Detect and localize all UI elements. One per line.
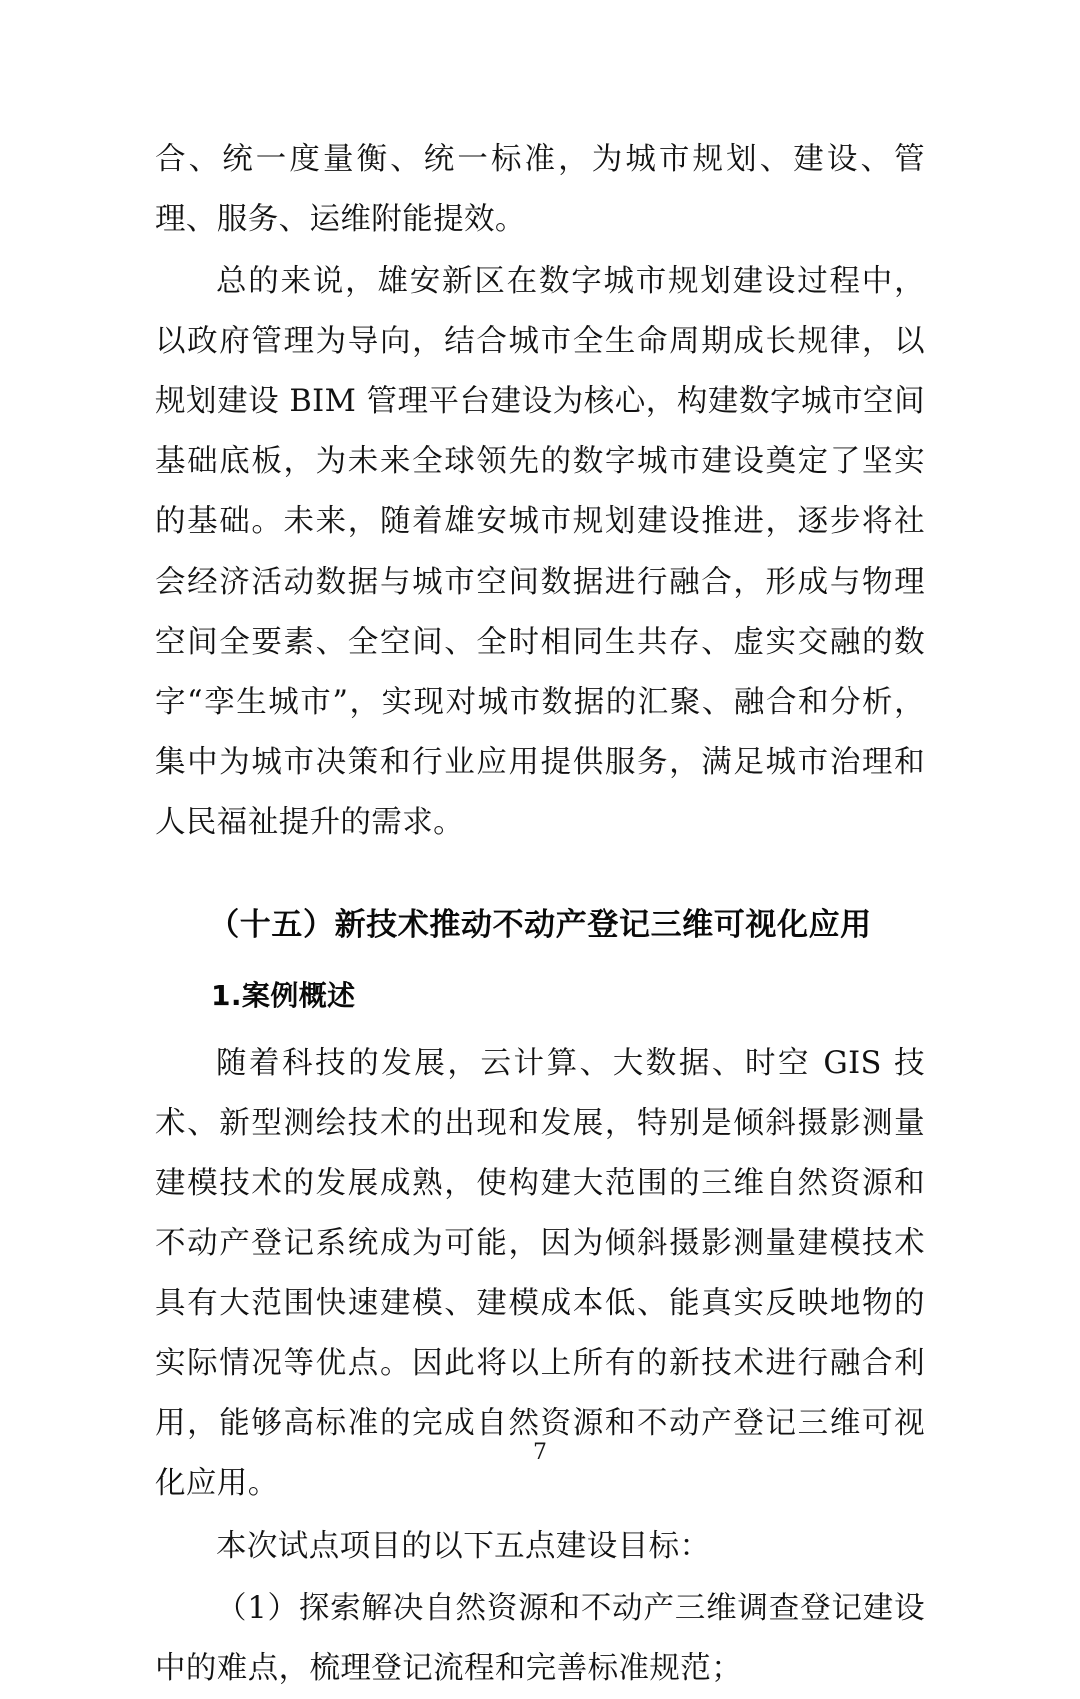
paragraph-goal-1: （1）探索解决自然资源和不动产三维调查登记建设中的难点，梳理登记流程和完善标准规范； xyxy=(155,1590,925,1686)
sub-heading-case-overview: 1.案例概述 xyxy=(211,978,356,1012)
paragraph-goals-intro: 本次试点项目的以下五点建设目标： xyxy=(216,1528,711,1564)
paragraph-summary: 总的来说，雄安新区在数字城市规划建设过程中，以政府管理为导向，结合城市全生命周期成长规律，以规划建设 BIM 管理平台建设为核心，构建数字城市空间基础底板，为未来全球领先的数字城市建设奠定了坚实的基础。未来，随着雄安城市规划建设推进，逐步将社会经济活动数据与城市空间数据进行融合，形成与物理空间全要素、全空间、全时相同生共存、虚实交融的数字“孪生城市”，实现对城市数据的汇聚、融合和分析，集中为城市决策和行业应用提供服务，满足城市治理和人民福祉提升的需求。 xyxy=(155,264,925,840)
page-number: 7 xyxy=(533,1440,547,1465)
paragraph-continued: 合、统一度量衡、统一标准，为城市规划、建设、管理、服务、运维附能提效。 xyxy=(155,142,925,238)
paragraph-overview: 随着科技的发展，云计算、大数据、时空 GIS 技术、新型测绘技术的出现和发展，特别是倾斜摄影测量建模技术的发展成熟，使构建大范围的三维自然资源和不动产登记系统成为可能，因为倾斜摄影测量建模技术具有大范围快速建模、建模成本低、能真实反映地物的实际情况等优点。因此将以上所有的新技术进行融合利用，能够高标准的完成自然资源和不动产登记三维可视化应用。 xyxy=(155,1045,925,1502)
section-heading: （十五）新技术推动不动产登记三维可视化应用 xyxy=(208,906,872,943)
